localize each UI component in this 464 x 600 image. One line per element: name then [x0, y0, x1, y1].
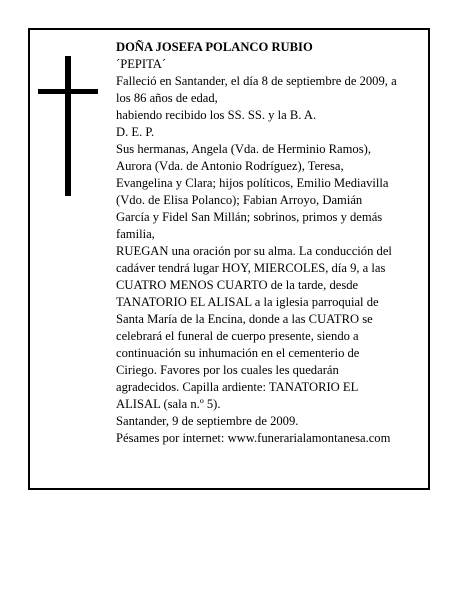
text-line: Falleció en Santander, el día 8 de septiembre de 2009, a [116, 74, 397, 88]
text-line: Aurora (Vda. de Antonio Rodríguez), Teresa, [116, 159, 344, 173]
text-line: agradecidos. Capilla ardiente: TANATORIO EL [116, 380, 359, 394]
text-line: Ciriego. Favores por los cuales les quedarán [116, 363, 339, 377]
text-line: (Vdo. de Elisa Polanco); Fabian Arroyo, Damián [116, 193, 363, 207]
text-line: TANATORIO EL ALISAL a la iglesia parroquial de [116, 295, 379, 309]
deceased-name: DOÑA JOSEFA POLANCO RUBIO [116, 40, 313, 54]
text-line: Santander, 9 de septiembre de 2009. [116, 414, 299, 428]
cross-icon [38, 56, 98, 196]
text-line: CUATRO MENOS CUARTO de la tarde, desde [116, 278, 359, 292]
text-line: García y Fidel San Millán; sobrinos, primos y demás [116, 210, 383, 224]
cross-vertical-bar [65, 56, 71, 196]
text-line: RUEGAN una oración por su alma. La conducción del [116, 244, 392, 258]
text-line: familia, [116, 227, 155, 241]
text-line: D. E. P. [116, 125, 155, 139]
text-line: los 86 años de edad, [116, 91, 218, 105]
cross-horizontal-bar [38, 89, 98, 94]
text-line: cadáver tendrá lugar HOY, MIERCOLES, día 9, a las [116, 261, 386, 275]
text-line: Sus hermanas, Angela (Vda. de Herminio Ramos), [116, 142, 371, 156]
text-line: continuación su inhumación en el cementerio de [116, 346, 360, 360]
obituary-text [116, 39, 426, 447]
text-line: Evangelina y Clara; hijos políticos, Emilio Mediavilla [116, 176, 389, 190]
text-line: habiendo recibido los SS. SS. y la B. A. [116, 108, 317, 122]
text-line: ALISAL (sala n.º 5). [116, 397, 221, 411]
text-line: celebrará el funeral de cuerpo presente, siendo a [116, 329, 359, 343]
deceased-nickname: ´PEPITA´ [116, 57, 167, 71]
text-line: Santa María de la Encina, donde a las CUATRO se [116, 312, 373, 326]
condolences-website: Pésames por internet: www.funerarialamontanesa.com [116, 431, 391, 445]
